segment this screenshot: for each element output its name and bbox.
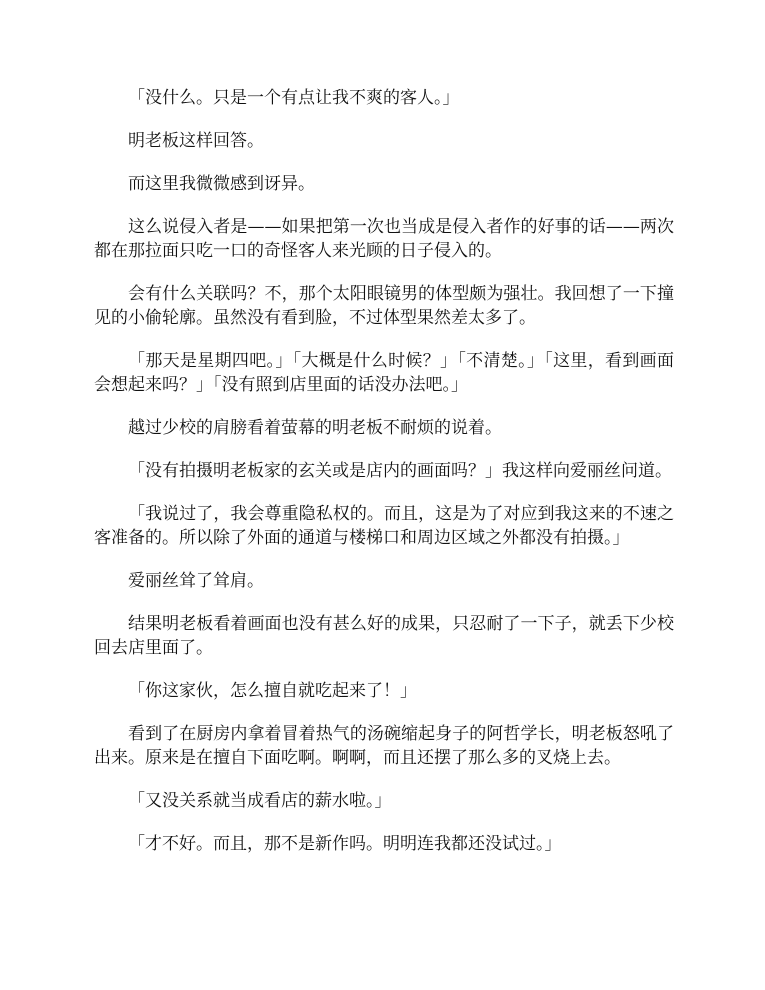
paragraph: 看到了在厨房内拿着冒着热气的汤碗缩起身子的阿哲学长，明老板怒吼了出来。原来是在擅自下面吃啊。啊啊，而且还摆了那么多的叉烧上去。	[94, 724, 674, 768]
paragraph: 「没什么。只是一个有点让我不爽的客人。」	[128, 88, 460, 108]
paragraph: 「又没关系就当成看店的薪水啦。」	[128, 791, 392, 811]
paragraph: 「你这家伙，怎么擅自就吃起来了！」	[128, 681, 417, 701]
paragraph: 「我说过了，我会尊重隐私权的。而且，这是为了对应到我这来的不速之客准备的。所以除了外面的通道与楼梯口和周边区域之外都没有拍摄。」	[94, 504, 674, 548]
document-page	[94, 86, 674, 875]
paragraph: 这么说侵入者是——如果把第一次也当成是侵入者作的好事的话——两次都在那拉面只吃一口的奇怪客人来光顾的日子侵入的。	[94, 217, 674, 261]
paragraph: 越过少校的肩膀看着萤幕的明老板不耐烦的说着。	[128, 418, 502, 438]
paragraph: 爱丽丝耸了耸肩。	[128, 571, 264, 591]
paragraph: 而这里我微微感到讶异。	[128, 174, 315, 194]
paragraph: 「没有拍摄明老板家的玄关或是店内的画面吗？」我这样向爱丽丝问道。	[128, 461, 672, 481]
paragraph: 会有什么关联吗？不，那个太阳眼镜男的体型颇为强壮。我回想了一下撞见的小偷轮廓。虽然没有看到脸，不过体型果然差太多了。	[94, 284, 674, 328]
paragraph: 结果明老板看着画面也没有甚么好的成果，只忍耐了一下子，就丢下少校回去店里面了。	[94, 614, 674, 658]
paragraph: 明老板这样回答。	[128, 131, 264, 151]
paragraph: 「那天是星期四吧。」「大概是什么时候？」「不清楚。」「这里，看到画面会想起来吗？」「没有照到店里面的话没办法吧。」	[94, 351, 674, 395]
paragraph: 「才不好。而且，那不是新作吗。明明连我都还没试过。」	[128, 834, 562, 854]
